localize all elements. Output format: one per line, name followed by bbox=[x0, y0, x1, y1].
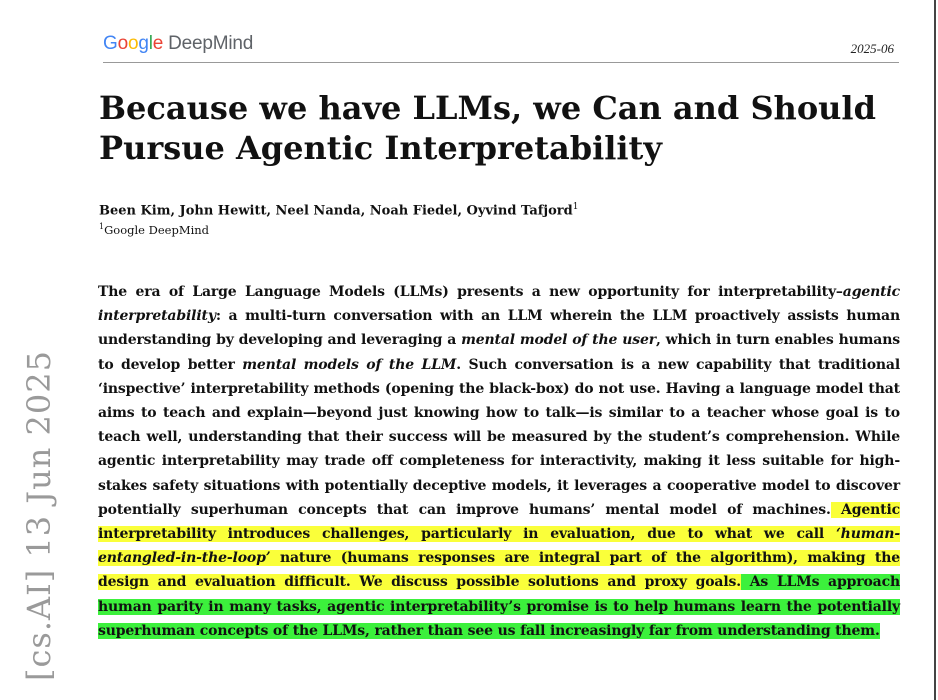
paper-title: Because we have LLMs, we Can and Should Pursue Agentic Interpretability bbox=[99, 89, 876, 167]
abstract-text: The era of Large Language Models (LLMs) presents a new opportunity for interpretability– bbox=[98, 284, 843, 300]
affiliation-name: Google DeepMind bbox=[104, 222, 210, 237]
affiliation bbox=[99, 219, 209, 238]
publication-date: 2025-06 bbox=[850, 41, 894, 56]
highlight-yellow: nature (humans responses are integral part of the algorithm), making the design and evaluation difficult. We discuss possible solutions and proxy goals. bbox=[98, 550, 900, 591]
arxiv-sidebar-stamp: [cs.AI] 13 Jun 2025 bbox=[20, 350, 58, 681]
abstract-emphasis: mental models of the LLM bbox=[242, 356, 457, 373]
abstract-text: : a multi-turn conversation with an LLM wherein the LLM proactively assists human understanding by developing and leveraging a bbox=[98, 308, 900, 349]
affiliation-number: 1 bbox=[99, 222, 105, 231]
abstract-text: , which in turn enables humans to develop better bbox=[98, 332, 900, 373]
affiliation-marker: 1 bbox=[572, 202, 579, 212]
abstract bbox=[98, 280, 900, 643]
paper-header bbox=[103, 30, 899, 63]
author-names: Been Kim, John Hewitt, Neel Nanda, Noah Fiedel, Oyvind Tafjord bbox=[99, 203, 573, 219]
google-deepmind-logo: Google DeepMind bbox=[103, 33, 254, 54]
highlight-yellow-emphasis: ‘human-entangled-in-the-loop’ bbox=[98, 526, 900, 567]
abstract-emphasis: agentic interpretability bbox=[98, 284, 900, 325]
author-list bbox=[99, 198, 578, 220]
highlight-yellow: Agentic interpretability introduces challenges, particularly in evaluation, due to what we call bbox=[98, 501, 900, 543]
abstract-text: . Such conversation is a new capability that traditional ‘inspective’ interpretability methods (opening the black-box) do not use. Having a language model that aims to teach and explain—beyond just knowing how to talk—is similar to a teacher whose goal is to teach well, understanding that their success will be measured by the student’s comprehension. While agentic interpretability may trade off completeness for interactivity, making it less suitable for high-stakes safety situations with potentially deceptive models, it leverages a cooperative model to discover potentially superhuman concepts that can improve humans’ mental model of machines. bbox=[98, 356, 901, 518]
abstract-emphasis: mental model of the user bbox=[461, 332, 656, 349]
highlight-green: As LLMs approach human parity in many tasks, agentic interpretability’s promise is to help humans learn the potentially superhuman concepts of the LLMs, rather than see us fall increasingly far from understanding them. bbox=[98, 574, 900, 639]
